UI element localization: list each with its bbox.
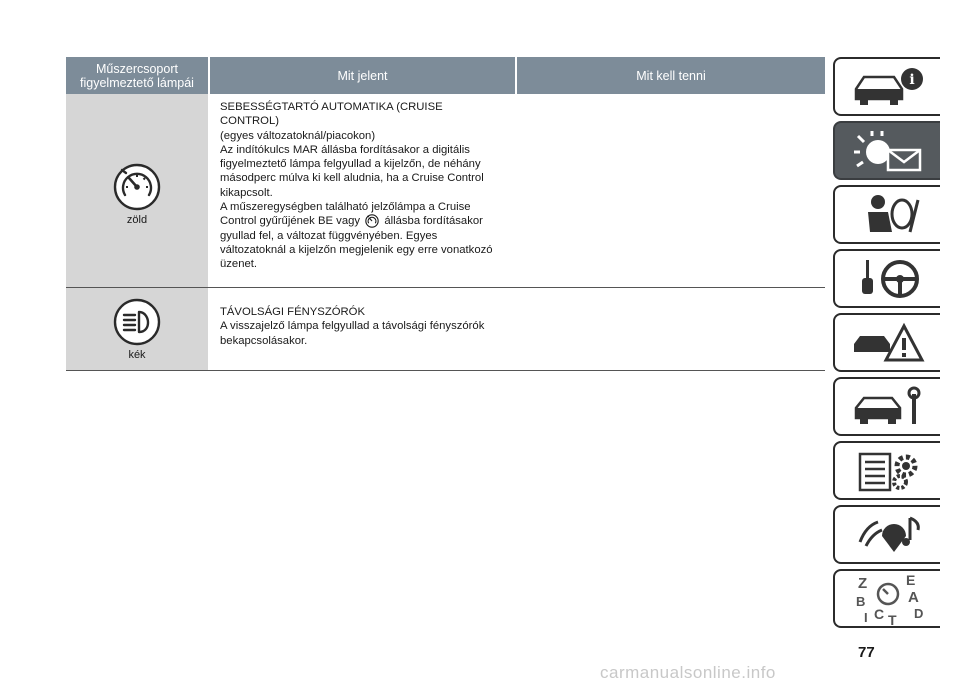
- car-info-icon: [848, 65, 928, 109]
- desc-line: másodperc múlva ki kell aludnia, ha a Cruise Control: [220, 172, 484, 185]
- index-letter: T: [887, 611, 897, 626]
- desc-line: kikapcsolt.: [220, 186, 273, 199]
- tab-multimedia[interactable]: [833, 505, 940, 564]
- table-header: [66, 57, 825, 94]
- desc-line: bekapcsolásakor.: [220, 334, 308, 347]
- index-letter: E: [905, 571, 915, 588]
- meaning-cell: [208, 288, 513, 370]
- car-service-wrench-icon: [848, 384, 928, 430]
- specifications-gear-icon: [848, 448, 928, 494]
- cruise-control-icon: [112, 162, 162, 212]
- desc-line: figyelmeztető lámpa felgyullad a kijelzőn, de néhány: [220, 158, 481, 171]
- action-cell: [513, 94, 825, 287]
- index-letters-icon: [848, 572, 928, 626]
- svg-text:i: i: [908, 71, 915, 88]
- key-steering-wheel-icon: [848, 256, 928, 302]
- multimedia-music-icon: [848, 512, 928, 558]
- lamp-cell: [66, 288, 208, 370]
- cruise-control-inline-icon: [365, 214, 379, 228]
- desc-line: (egyes változatoknál/piacokon): [220, 129, 376, 142]
- page-number: 77: [858, 644, 875, 661]
- index-letter: B: [855, 593, 865, 609]
- airbag-seat-icon: [848, 192, 928, 238]
- desc-line: változatoknál a kijelzőn megjelenik egy erre vonatkozó: [220, 243, 493, 256]
- index-letter: I: [863, 609, 868, 625]
- tab-car-info[interactable]: [833, 57, 940, 116]
- high-beam-icon: [112, 297, 162, 347]
- desc-line: A műszeregységben található jelzőlámpa a Cruise: [220, 201, 471, 214]
- header-meaning: Mit jelent: [210, 57, 515, 94]
- desc-line: gyullad fel, a változat függvényében. Egyes: [220, 229, 438, 242]
- desc-line: SEBESSÉGTARTÓ AUTOMATIKA (CRUISE: [220, 101, 443, 113]
- warning-lights-message-icon: [848, 128, 928, 174]
- desc-line-inline: [220, 214, 513, 228]
- tab-specifications[interactable]: [833, 441, 940, 500]
- tab-warning-lights[interactable]: [833, 121, 940, 180]
- warning-lights-table: [66, 57, 825, 371]
- desc-line: TÁVOLSÁGI FÉNYSZÓRÓK: [220, 306, 366, 318]
- lamp-cell: [66, 94, 208, 287]
- index-letter: C: [873, 605, 884, 622]
- meaning-cell: [208, 94, 513, 287]
- tab-starting-driving[interactable]: [833, 249, 940, 308]
- action-cell: [513, 288, 825, 370]
- table-row: [66, 288, 825, 371]
- tab-safety[interactable]: [833, 185, 940, 244]
- index-letter: Z: [857, 574, 867, 592]
- tab-index[interactable]: [833, 569, 940, 628]
- header-action: Mit kell tenni: [517, 57, 825, 94]
- desc-line: CONTROL): [220, 115, 279, 128]
- header-lamp-group: Műszercsoport figyelmeztető lámpái: [66, 57, 208, 94]
- tab-emergency[interactable]: [833, 313, 940, 372]
- car-accident-warning-icon: [848, 320, 928, 366]
- lamp-color-label: zöld: [126, 213, 148, 226]
- desc-line: üzenet.: [220, 258, 258, 271]
- desc-line: Az indítókulcs MAR állásba fordításakor a digitális: [220, 143, 470, 156]
- desc-inline-before: Control gyűrűjének BE vagy: [220, 215, 361, 228]
- watermark: carmanualsonline.info: [600, 663, 776, 682]
- tab-maintenance[interactable]: [833, 377, 940, 436]
- table-row: [66, 94, 825, 288]
- desc-line: A visszajelző lámpa felgyullad a távolsági fényszórók: [220, 320, 485, 333]
- lamp-color-label: kék: [128, 349, 146, 361]
- index-letter: D: [913, 605, 923, 621]
- index-letter: A: [907, 588, 919, 606]
- desc-inline-after: állásba fordításakor: [384, 215, 483, 228]
